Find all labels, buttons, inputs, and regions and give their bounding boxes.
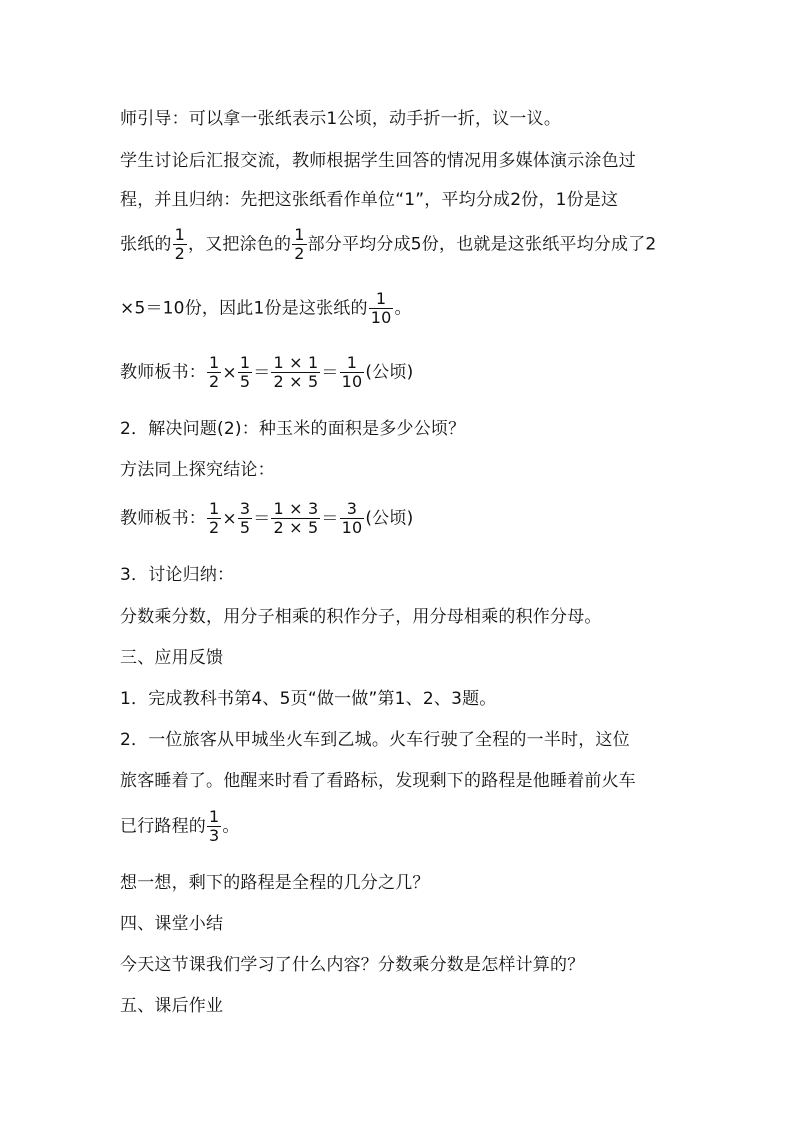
paragraph-method: 方法同上探究结论： <box>120 460 275 480</box>
fraction <box>271 500 320 537</box>
section-heading-summary: 四、课堂小结 <box>120 914 224 934</box>
numerator: 1 × 3 <box>273 499 319 518</box>
paragraph-discussion-4 <box>120 290 684 327</box>
numerator: 1 <box>375 289 387 308</box>
fraction <box>271 354 320 391</box>
fraction <box>207 500 221 537</box>
denominator: 2 <box>294 244 305 263</box>
section-heading-application: 三、应用反馈 <box>120 648 224 668</box>
paragraph-exercise-1: 1．完成教科书第4、5页“做一做”第1、2、3题。 <box>120 689 497 709</box>
times-sign: × <box>222 508 237 529</box>
paragraph-rule: 分数乘分数，用分子相乘的积作分子，用分母相乘的积作分母。 <box>120 607 602 627</box>
paragraph-teacher-guide: 师引导：可以拿一张纸表示1公顷，动手折一折，议一议。 <box>120 109 562 129</box>
fraction <box>207 354 221 391</box>
denominator: 5 <box>239 372 251 391</box>
numerator: 3 <box>346 499 358 518</box>
equals-sign: ＝ <box>253 508 271 529</box>
board-label: 教师板书： <box>120 508 206 529</box>
paragraph-summary-question: 今天这节课我们学习了什么内容？分数乘分数是怎样计算的？ <box>120 955 585 975</box>
numerator: 1 <box>209 499 220 518</box>
unit-label: (公顷) <box>365 362 414 383</box>
denominator: 10 <box>341 518 363 537</box>
fraction-one-tenth <box>369 290 394 327</box>
numerator: 1 <box>239 353 251 372</box>
numerator: 1 <box>294 225 305 244</box>
board-label: 教师板书： <box>120 362 206 383</box>
numerator: 1 <box>174 225 185 244</box>
text-segment: ，又把涂色的 <box>188 234 292 255</box>
fraction-one-half <box>173 226 187 263</box>
numerator: 1 × 1 <box>273 353 319 372</box>
denominator: 5 <box>239 518 251 537</box>
paragraph-discussion-3 <box>120 226 684 263</box>
paragraph-exercise-2-1: 2．一位旅客从甲城坐火车到乙城。火车行驶了全程的一半时，这位 <box>120 730 630 750</box>
equals-sign: ＝ <box>321 508 339 529</box>
denominator: 2 × 5 <box>273 372 319 391</box>
text-segment: 。 <box>222 816 240 837</box>
board-formula-1 <box>120 354 684 391</box>
fraction <box>238 354 252 391</box>
paragraph-exercise-2-3 <box>120 808 684 845</box>
board-formula-2 <box>120 500 684 537</box>
denominator: 2 <box>209 372 220 391</box>
text-segment: 张纸的 <box>120 234 172 255</box>
paragraph-discussion-2: 程，并且归纳：先把这张纸看作单位“1”，平均分成2份，1份是这 <box>120 190 619 210</box>
denominator: 2 <box>209 518 220 537</box>
denominator: 10 <box>370 308 392 327</box>
fraction <box>238 500 252 537</box>
text-segment: 。 <box>394 298 412 319</box>
equals-sign: ＝ <box>321 362 339 383</box>
fraction <box>340 500 365 537</box>
denominator: 2 <box>174 244 185 263</box>
fraction-one-third <box>207 808 221 845</box>
section-heading-homework: 五、课后作业 <box>120 996 224 1016</box>
text-segment: ×5＝10份，因此1份是这张纸的 <box>120 298 368 319</box>
denominator: 3 <box>209 826 220 845</box>
paragraph-question: 想一想，剩下的路程是全程的几分之几？ <box>120 873 430 893</box>
numerator: 1 <box>346 353 358 372</box>
fraction <box>340 354 365 391</box>
paragraph-discussion-1: 学生讨论后汇报交流，教师根据学生回答的情况用多媒体演示涂色过 <box>120 151 636 171</box>
denominator: 2 × 5 <box>273 518 319 537</box>
text-segment: 部分平均分成5份，也就是这张纸平均分成了2 <box>307 234 657 255</box>
numerator: 1 <box>209 353 220 372</box>
fraction-one-half <box>292 226 306 263</box>
paragraph-exercise-2-2: 旅客睡着了。他醒来时看了看路标，发现剩下的路程是他睡着前火车 <box>120 771 636 791</box>
numerator: 1 <box>209 807 220 826</box>
paragraph-summary-heading: 3．讨论归纳： <box>120 565 235 585</box>
text-segment: 已行路程的 <box>120 816 206 837</box>
times-sign: × <box>222 362 237 383</box>
equals-sign: ＝ <box>253 362 271 383</box>
paragraph-problem-2: 2．解决问题(2)：种玉米的面积是多少公顷？ <box>120 419 466 439</box>
denominator: 10 <box>341 372 363 391</box>
unit-label: (公顷) <box>365 508 414 529</box>
numerator: 3 <box>239 499 251 518</box>
